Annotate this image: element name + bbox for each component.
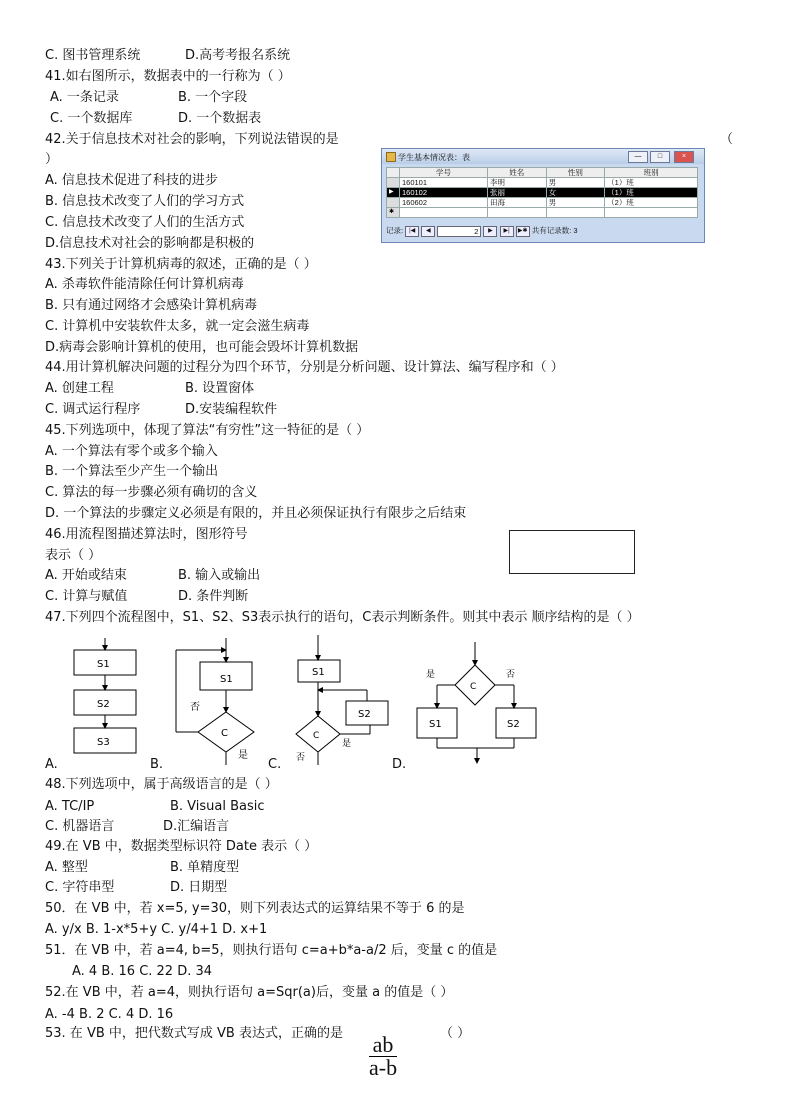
new-record-marker[interactable]: ✱ xyxy=(387,208,400,218)
column-header-gender[interactable]: 性别 xyxy=(546,168,605,178)
q49-option-a: A. 整型 xyxy=(45,860,88,875)
flowchart-a xyxy=(74,638,136,753)
grid-header-row xyxy=(387,168,698,178)
cell[interactable]: 160102 xyxy=(400,188,488,198)
q51-stem: 51．在 VB 中，若 a=4, b=5，则执行语句 c=a+b*a-a/2 后，变量 c 的值是 xyxy=(45,943,498,958)
q50-options: A. y/x B. 1-x*5+y C. y/4+1 D. x+1 xyxy=(45,922,268,937)
minimize-button[interactable]: — xyxy=(628,151,648,163)
q46-option-d: D. 条件判断 xyxy=(178,589,249,604)
q45-stem: 45.下列选项中，体现了算法“有穷性”这一特征的是（ ） xyxy=(45,423,370,438)
q42-option-b: B. 信息技术改变了人们的学习方式 xyxy=(45,194,245,209)
table-row-selected[interactable] xyxy=(387,188,698,198)
fraction-denominator: a-b xyxy=(369,1055,398,1080)
q48-option-c: C. 机器语言 xyxy=(45,819,115,834)
q41-option-d: D. 一个数据表 xyxy=(178,111,262,126)
flowchart-d xyxy=(417,642,536,763)
flowchart-b-yes: 是 xyxy=(238,750,248,761)
first-record-button[interactable]: |◀ xyxy=(405,226,419,237)
flowchart-b-s1: S1 xyxy=(220,674,233,685)
column-header-id[interactable]: 学号 xyxy=(400,168,488,178)
q41-option-b: B. 一个字段 xyxy=(178,90,248,105)
q45-option-a: A. 一个算法有零个或多个输入 xyxy=(45,444,218,459)
cell[interactable]: 李明 xyxy=(487,178,546,188)
q43-option-d: D.病毒会影响计算机的使用，也可能会毁坏计算机数据 xyxy=(45,340,359,355)
row-selector[interactable] xyxy=(387,178,400,188)
q41-stem: 41.如右图所示，数据表中的一行称为（ ） xyxy=(45,69,291,84)
q43-stem: 43.下列关于计算机病毒的叙述，正确的是（ ） xyxy=(45,257,317,272)
access-table-window xyxy=(381,148,705,243)
table-row[interactable] xyxy=(387,178,698,188)
q46-option-b: B. 输入或输出 xyxy=(178,568,261,583)
flowchart-b-c: C xyxy=(221,728,228,739)
q52-stem: 52.在 VB 中，若 a=4，则执行语句 a=Sqr(a)后，变量 a 的值是（ ） xyxy=(45,985,454,1000)
q42-option-c: C. 信息技术改变了人们的生活方式 xyxy=(45,215,245,230)
q42-option-a: A. 信息技术促进了科技的进步 xyxy=(45,173,218,188)
table-row[interactable] xyxy=(387,198,698,208)
q49-option-d: D. 日期型 xyxy=(170,880,228,895)
flowchart-c-no: 否 xyxy=(296,753,306,763)
flowcharts-figure xyxy=(40,630,560,770)
records-grid xyxy=(386,167,698,218)
row-selector[interactable] xyxy=(387,198,400,208)
cell[interactable] xyxy=(546,208,605,218)
q40-option-c: C. 图书管理系统 xyxy=(45,48,141,63)
q48-option-a: A. TC/IP xyxy=(45,799,95,814)
flowchart-b-no: 否 xyxy=(190,702,200,713)
q46-stem: 46.用流程图描述算法时，图形符号 xyxy=(45,527,248,542)
q44-option-b: B. 设置窗体 xyxy=(185,381,255,396)
q49-option-c: C. 字符串型 xyxy=(45,880,115,895)
q44-option-d: D.安装编程软件 xyxy=(185,402,278,417)
q45-option-c: C. 算法的每一步骤必须有确切的含义 xyxy=(45,485,258,500)
q42-option-d: D.信息技术对社会的影响都是积极的 xyxy=(45,236,255,251)
cell[interactable]: （2）班 xyxy=(605,198,698,208)
q42-paren-close: ） xyxy=(45,152,59,167)
q44-option-c: C. 调式运行程序 xyxy=(45,402,141,417)
q42-paren-open: （ xyxy=(720,132,734,147)
q50-stem: 50．在 VB 中，若 x=5, y=30，则下列表达式的运算结果不等于 6 的是 xyxy=(45,901,465,916)
cell[interactable]: 160602 xyxy=(400,198,488,208)
fraction-numerator: ab xyxy=(369,1034,397,1057)
q43-option-c: C. 计算机中安装软件太多，就一定会滋生病毒 xyxy=(45,319,310,334)
q47-label-b: B. xyxy=(150,757,164,772)
q47-label-d: D. xyxy=(392,757,407,772)
flowchart-c-yes: 是 xyxy=(342,739,352,749)
record-label: 记录: xyxy=(386,226,404,235)
new-record-button[interactable]: ▶✱ xyxy=(516,226,530,237)
cell[interactable]: 男 xyxy=(546,198,605,208)
q44-stem: 44.用计算机解决问题的过程分为四个环节，分别是分析问题、设计算法、编写程序和（ ） xyxy=(45,360,564,375)
window-title: 学生基本情况表：表 xyxy=(398,153,470,162)
flowchart-d-s1: S1 xyxy=(429,719,442,730)
cell[interactable]: 女 xyxy=(546,188,605,198)
q47-label-a: A. xyxy=(45,757,58,772)
q47-stem: 47.下列四个流程图中，S1、S2、S3表示执行的语句，C表示判断条件。则其中表示 顺序结构的是（ ） xyxy=(45,610,640,625)
q43-option-b: B. 只有通过网络才会感染计算机病毒 xyxy=(45,298,258,313)
flowchart-d-c: C xyxy=(470,682,477,692)
next-record-button[interactable]: ▶ xyxy=(483,226,497,237)
flowchart-d-s2: S2 xyxy=(507,719,520,730)
cell[interactable]: 男 xyxy=(546,178,605,188)
q41-option-a: A. 一条记录 xyxy=(50,90,119,105)
q53-paren: （ ） xyxy=(440,1026,471,1041)
cell[interactable]: （1）班 xyxy=(605,188,698,198)
q47-label-c: C. xyxy=(268,757,282,772)
cell[interactable] xyxy=(605,208,698,218)
cell[interactable]: 田海 xyxy=(487,198,546,208)
q45-option-d: D. 一个算法的步骤定义必须是有限的，并且必须保证执行有限步之后结束 xyxy=(45,506,467,521)
flowchart-b xyxy=(176,638,254,765)
q44-option-a: A. 创建工程 xyxy=(45,381,114,396)
q49-option-b: B. 单精度型 xyxy=(170,860,240,875)
prev-record-button[interactable]: ◀ xyxy=(421,226,435,237)
record-navigator xyxy=(386,225,698,237)
q52-options: A. -4 B. 2 C. 4 D. 16 xyxy=(45,1007,174,1022)
flowchart-a-s1: S1 xyxy=(97,659,110,670)
algebraic-fraction xyxy=(369,1034,397,1079)
record-count: 共有记录数: 3 xyxy=(531,226,578,235)
table-icon xyxy=(386,152,396,162)
last-record-button[interactable]: ▶| xyxy=(500,226,514,237)
q48-option-d: D.汇编语言 xyxy=(163,819,230,834)
cell[interactable]: 张丽 xyxy=(487,188,546,198)
q41-option-c: C. 一个数据库 xyxy=(50,111,133,126)
row-selector-current[interactable]: ▶ xyxy=(387,188,400,198)
q43-option-a: A. 杀毒软件能清除任何计算机病毒 xyxy=(45,277,244,292)
cell[interactable] xyxy=(487,208,546,218)
q45-option-b: B. 一个算法至少产生一个输出 xyxy=(45,464,219,479)
window-titlebar xyxy=(382,149,704,164)
flowchart-a-s3: S3 xyxy=(97,737,110,748)
q40-option-d: D.高考考报名系统 xyxy=(185,48,291,63)
q42-stem: 42.关于信息技术对社会的影响，下列说法错误的是 xyxy=(45,132,339,147)
q46-option-c: C. 计算与赋值 xyxy=(45,589,128,604)
q51-options: A. 4 B. 16 C. 22 D. 34 xyxy=(72,964,213,979)
row-selector-header xyxy=(387,168,400,178)
q49-stem: 49.在 VB 中，数据类型标识符 Date 表示（ ） xyxy=(45,839,318,854)
process-rectangle-symbol xyxy=(509,530,635,574)
close-button[interactable]: × xyxy=(674,151,694,163)
q46-option-a: A. 开始或结束 xyxy=(45,568,127,583)
new-record-row[interactable] xyxy=(387,208,698,218)
flowchart-d-no: 否 xyxy=(506,670,516,680)
flowchart-c-s2: S2 xyxy=(358,709,371,720)
q48-stem: 48.下列选项中，属于高级语言的是（ ） xyxy=(45,777,278,792)
column-header-class[interactable]: 班别 xyxy=(605,168,698,178)
column-header-name[interactable]: 姓名 xyxy=(487,168,546,178)
flowchart-c-s1: S1 xyxy=(312,667,325,678)
q53-stem: 53. 在 VB 中，把代数式写成 VB 表达式，正确的是 xyxy=(45,1026,343,1041)
flowchart-a-s2: S2 xyxy=(97,699,110,710)
q48-option-b: B. Visual Basic xyxy=(170,799,265,814)
flowchart-c-c: C xyxy=(313,731,320,741)
cell[interactable] xyxy=(400,208,488,218)
flowchart-d-yes: 是 xyxy=(426,670,436,680)
cell[interactable]: 160101 xyxy=(400,178,488,188)
cell[interactable]: （1）班 xyxy=(605,178,698,188)
q46-stem-continued: 表示（ ） xyxy=(45,548,102,563)
record-number-input[interactable]: 2 xyxy=(437,226,481,237)
maximize-button[interactable]: □ xyxy=(650,151,670,163)
